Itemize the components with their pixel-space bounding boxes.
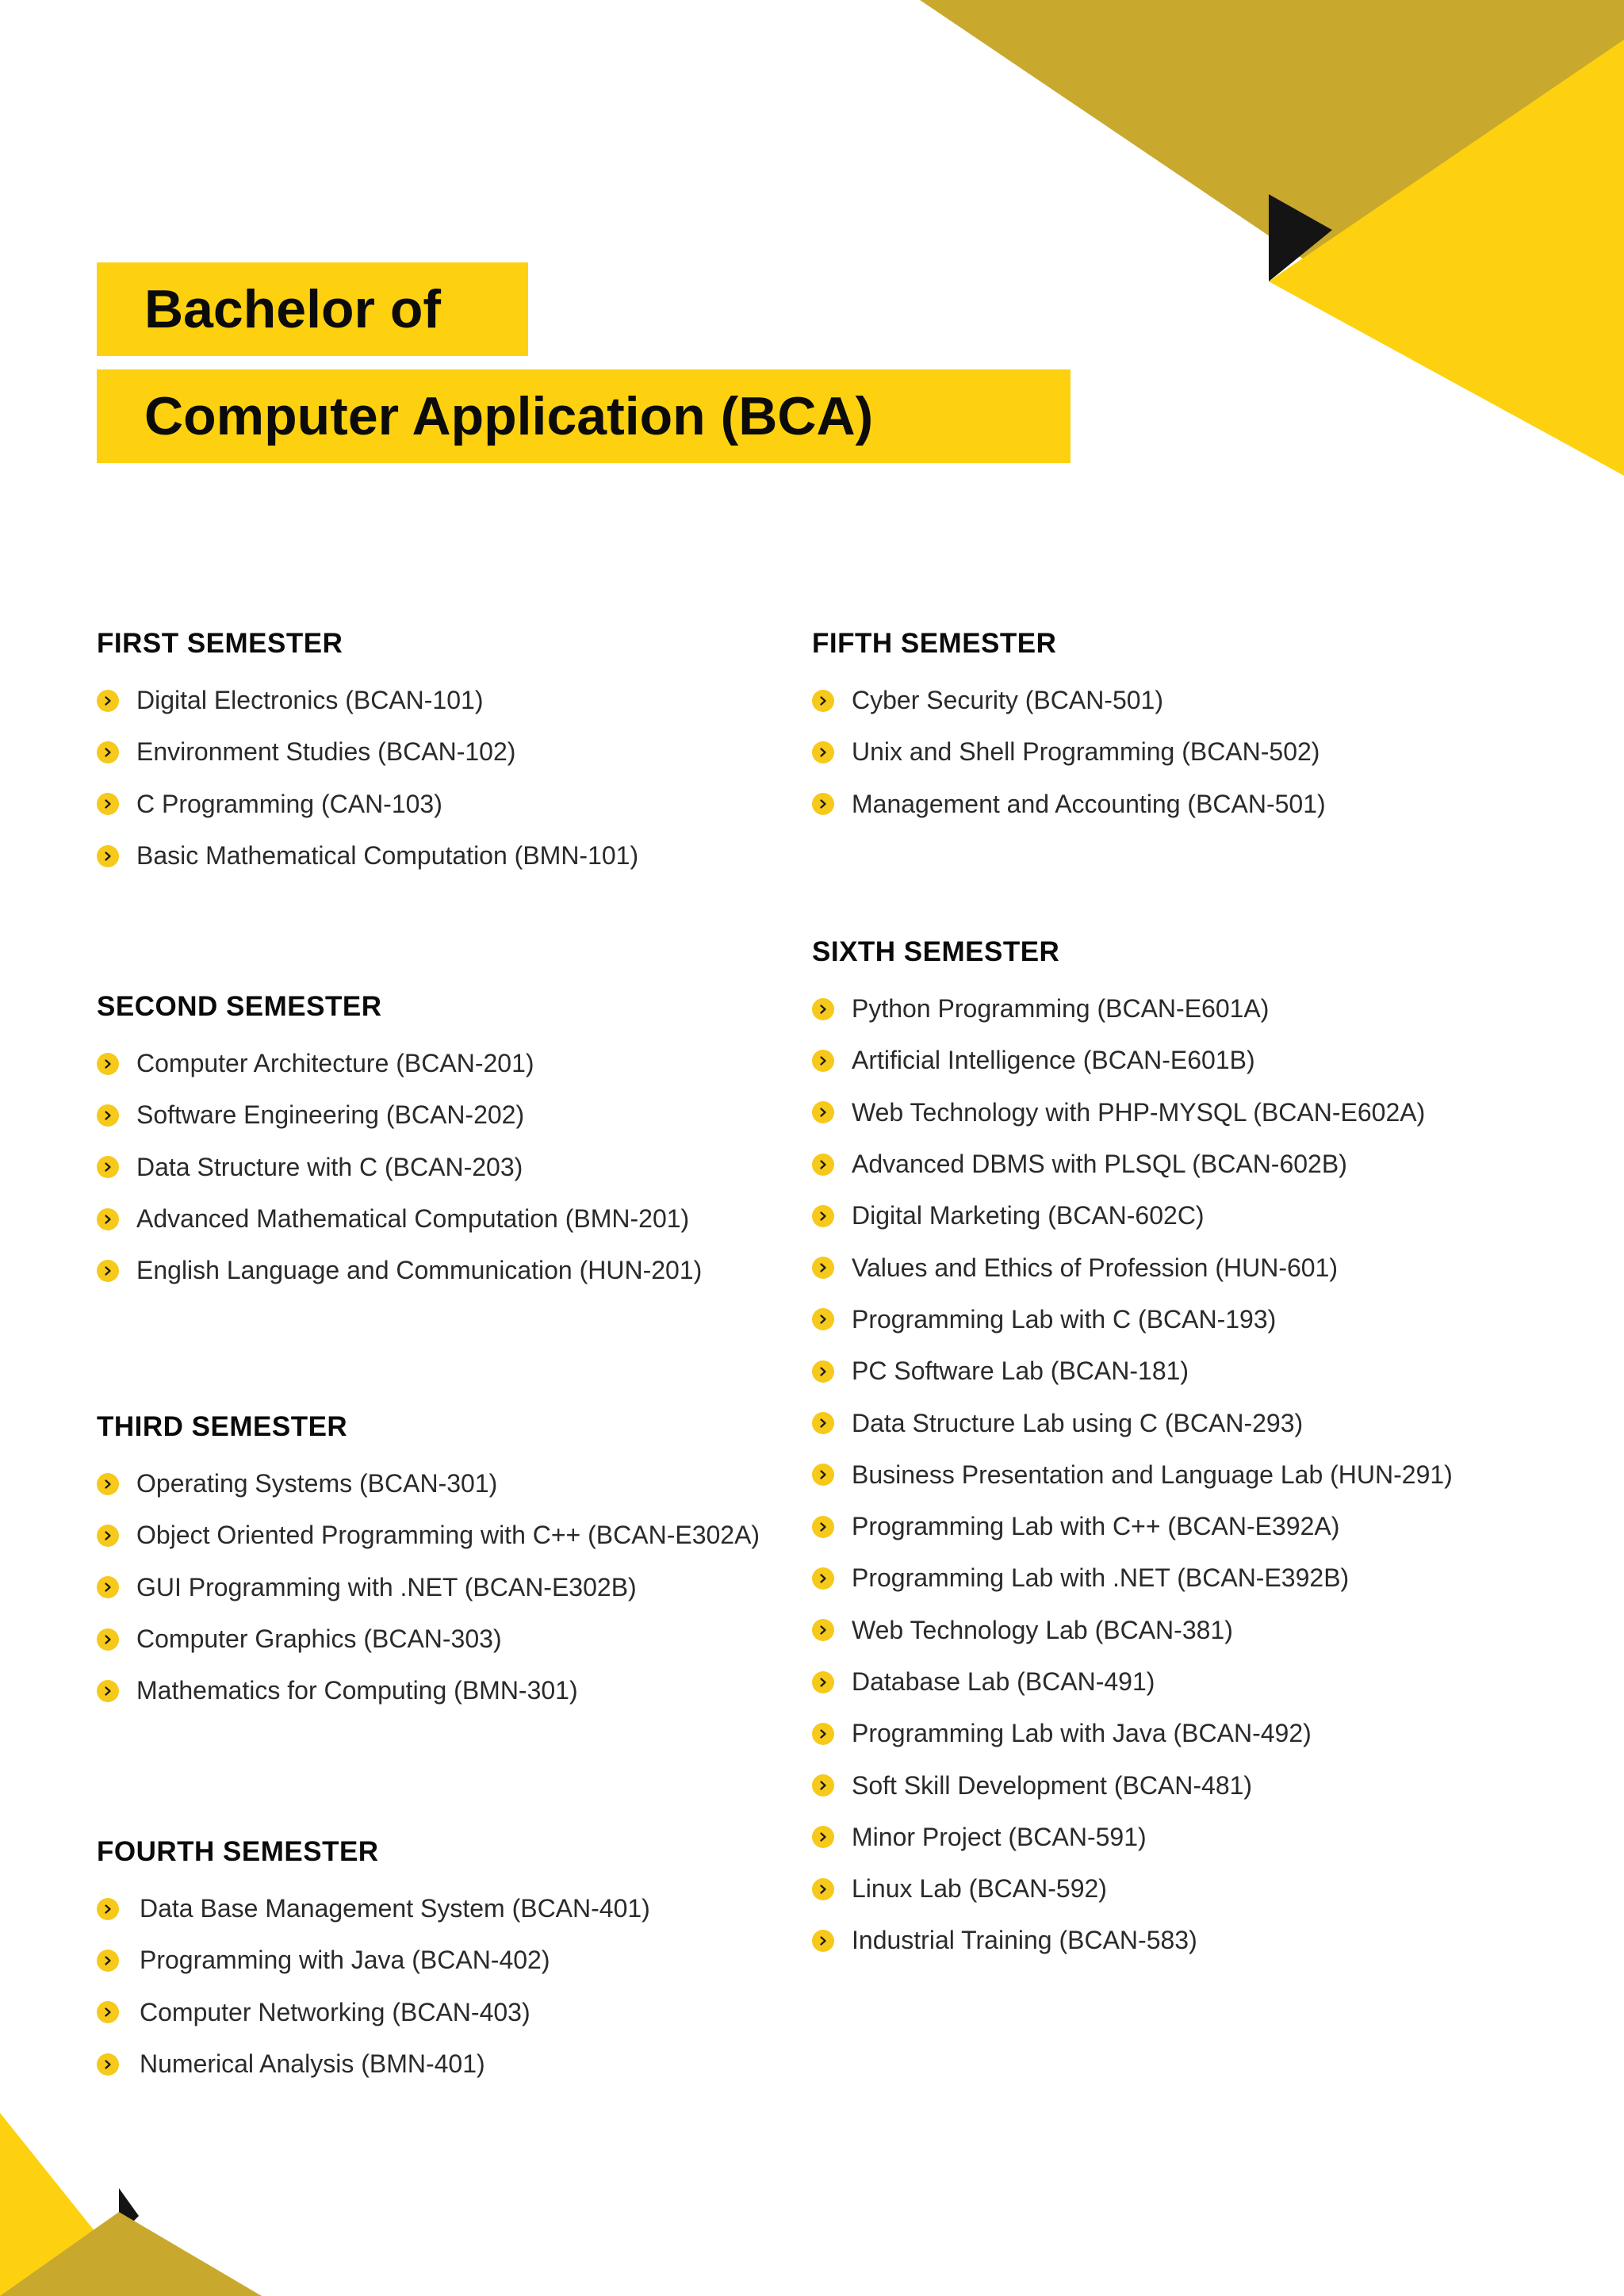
chevron-right-icon	[812, 1464, 834, 1486]
course-item	[97, 1193, 702, 1245]
chevron-right-icon	[812, 793, 834, 815]
course-item	[812, 1759, 1453, 1811]
chevron-right-icon	[812, 1257, 834, 1279]
course-name: Management and Accounting (BCAN-501)	[852, 789, 1326, 818]
course-item	[812, 1812, 1453, 1863]
chevron-right-icon	[812, 690, 834, 712]
course-name: C Programming (CAN-103)	[136, 789, 442, 818]
course-item	[97, 1245, 702, 1296]
course-item	[97, 1613, 760, 1665]
course-item	[97, 1934, 650, 1986]
title-line-1: Bachelor of	[97, 262, 528, 356]
bottom-left-triangles	[0, 2113, 262, 2296]
chevron-right-icon	[97, 741, 119, 763]
course-item	[812, 1087, 1453, 1138]
chevron-right-icon	[97, 793, 119, 815]
course-list	[97, 1458, 760, 1716]
course-item	[97, 1987, 650, 2038]
course-name: Advanced DBMS with PLSQL (BCAN-602B)	[852, 1150, 1347, 1179]
course-item	[97, 1562, 760, 1613]
course-name: Data Structure with C (BCAN-203)	[136, 1152, 523, 1181]
semester-heading: FOURTH SEMESTER	[97, 1836, 379, 1867]
course-name: Database Lab (BCAN-491)	[852, 1667, 1155, 1696]
course-name: Programming Lab with C++ (BCAN-E392A)	[852, 1512, 1340, 1541]
course-item	[812, 983, 1453, 1035]
chevron-right-icon	[812, 1050, 834, 1072]
course-name: Python Programming (BCAN-E601A)	[852, 994, 1270, 1024]
semester-heading: FIFTH SEMESTER	[812, 628, 1057, 659]
course-list	[812, 983, 1453, 1967]
course-item	[812, 1708, 1453, 1759]
chevron-right-icon	[812, 741, 834, 763]
course-item	[812, 726, 1326, 778]
course-item	[97, 1142, 702, 1193]
chevron-right-icon	[97, 1104, 119, 1127]
course-name: Unix and Shell Programming (BCAN-502)	[852, 737, 1320, 767]
course-name: Data Base Management System (BCAN-401)	[140, 1894, 650, 1923]
course-item	[97, 1665, 760, 1716]
course-name: Computer Networking (BCAN-403)	[140, 1997, 530, 2026]
course-name: Programming Lab with C (BCAN-193)	[852, 1304, 1277, 1334]
second-semester	[97, 987, 702, 1296]
course-list	[97, 1883, 650, 2090]
course-name: Basic Mathematical Computation (BMN-101)	[136, 841, 639, 871]
chevron-right-icon	[97, 2001, 119, 2023]
course-item	[812, 1397, 1453, 1448]
course-list	[97, 1038, 702, 1296]
chevron-right-icon	[97, 1156, 119, 1178]
chevron-right-icon	[97, 1525, 119, 1547]
course-name: Digital Marketing (BCAN-602C)	[852, 1201, 1205, 1230]
course-item	[812, 1242, 1453, 1293]
course-name: Business Presentation and Language Lab (HUN-291)	[852, 1460, 1453, 1489]
semester-heading: FIRST SEMESTER	[97, 628, 343, 659]
chevron-right-icon	[97, 1053, 119, 1075]
course-item	[97, 2038, 650, 2090]
chevron-right-icon	[97, 1576, 119, 1598]
chevron-right-icon	[812, 1826, 834, 1848]
chevron-right-icon	[97, 690, 119, 712]
chevron-right-icon	[812, 1619, 834, 1641]
course-name: Computer Graphics (BCAN-303)	[136, 1624, 502, 1654]
course-item	[97, 1458, 760, 1510]
course-item	[97, 1089, 702, 1141]
course-item	[97, 726, 638, 778]
course-name: Web Technology Lab (BCAN-381)	[852, 1615, 1233, 1644]
semester-heading: SIXTH SEMESTER	[812, 936, 1060, 967]
title-line-2: Computer Application (BCA)	[97, 369, 1071, 463]
fifth-semester	[812, 624, 1326, 830]
course-item	[812, 1656, 1453, 1708]
chevron-right-icon	[812, 1154, 834, 1176]
course-list	[812, 675, 1326, 830]
chevron-right-icon	[812, 1930, 834, 1952]
chevron-right-icon	[812, 1412, 834, 1434]
chevron-right-icon	[97, 845, 119, 867]
course-name: Digital Electronics (BCAN-101)	[136, 686, 484, 715]
course-name: Values and Ethics of Profession (HUN-601)	[852, 1253, 1339, 1282]
course-item	[97, 1883, 650, 1934]
course-name: Programming with Java (BCAN-402)	[140, 1946, 550, 1975]
chevron-right-icon	[812, 998, 834, 1020]
course-name: Soft Skill Development (BCAN-481)	[852, 1770, 1253, 1800]
first-semester	[97, 624, 638, 882]
course-item	[812, 1035, 1453, 1086]
third-semester	[97, 1407, 760, 1716]
course-item	[97, 1038, 702, 1089]
chevron-right-icon	[97, 1680, 119, 1702]
course-name: English Language and Communication (HUN-201)	[136, 1256, 703, 1285]
chevron-right-icon	[97, 1898, 119, 1920]
course-name: GUI Programming with .NET (BCAN-E302B)	[136, 1572, 637, 1601]
course-item	[812, 1501, 1453, 1552]
chevron-right-icon	[812, 1723, 834, 1745]
course-name: Linux Lab (BCAN-592)	[852, 1874, 1107, 1904]
chevron-right-icon	[812, 1774, 834, 1797]
semester-heading: SECOND SEMESTER	[97, 991, 382, 1022]
chevron-right-icon	[97, 1473, 119, 1495]
course-item	[812, 1449, 1453, 1501]
course-item	[812, 1915, 1453, 1966]
chevron-right-icon	[97, 1208, 119, 1230]
course-item	[97, 830, 638, 882]
course-name: Operating Systems (BCAN-301)	[136, 1469, 498, 1498]
course-item	[812, 1345, 1453, 1397]
course-item	[812, 1863, 1453, 1915]
course-item	[812, 1605, 1453, 1656]
chevron-right-icon	[812, 1567, 834, 1590]
course-name: Programming Lab with Java (BCAN-492)	[852, 1719, 1312, 1748]
chevron-right-icon	[812, 1360, 834, 1383]
course-item	[812, 1138, 1453, 1190]
course-name: Cyber Security (BCAN-501)	[852, 686, 1163, 715]
sixth-semester	[812, 932, 1453, 1967]
chevron-right-icon	[97, 1628, 119, 1651]
course-name: Environment Studies (BCAN-102)	[136, 737, 516, 767]
course-item	[812, 1552, 1453, 1604]
course-name: Minor Project (BCAN-591)	[852, 1822, 1147, 1851]
course-item	[97, 675, 638, 726]
course-item	[812, 1294, 1453, 1345]
course-name: Mathematics for Computing (BMN-301)	[136, 1676, 578, 1705]
course-name: Programming Lab with .NET (BCAN-E392B)	[852, 1563, 1350, 1593]
course-name: PC Software Lab (BCAN-181)	[852, 1357, 1189, 1386]
course-item	[97, 779, 638, 830]
chevron-right-icon	[97, 2053, 119, 2076]
chevron-right-icon	[812, 1308, 834, 1330]
course-item	[812, 675, 1326, 726]
chevron-right-icon	[812, 1878, 834, 1900]
course-name: Industrial Training (BCAN-583)	[852, 1926, 1197, 1955]
course-name: Computer Architecture (BCAN-201)	[136, 1049, 534, 1078]
course-item	[97, 1510, 760, 1561]
chevron-right-icon	[812, 1516, 834, 1538]
course-list	[97, 675, 638, 882]
course-item	[812, 1190, 1453, 1242]
course-name: Advanced Mathematical Computation (BMN-201)	[136, 1204, 690, 1234]
course-name: Data Structure Lab using C (BCAN-293)	[852, 1408, 1304, 1437]
fourth-semester	[97, 1832, 650, 2090]
course-name: Software Engineering (BCAN-202)	[136, 1100, 525, 1130]
course-name: Numerical Analysis (BMN-401)	[140, 2049, 485, 2079]
chevron-right-icon	[812, 1101, 834, 1123]
course-name: Web Technology with PHP-MYSQL (BCAN-E602A)	[852, 1097, 1426, 1127]
chevron-right-icon	[97, 1260, 119, 1282]
semester-heading: THIRD SEMESTER	[97, 1411, 348, 1442]
chevron-right-icon	[812, 1671, 834, 1693]
chevron-right-icon	[812, 1205, 834, 1227]
course-name: Artificial Intelligence (BCAN-E601B)	[852, 1046, 1255, 1075]
course-name: Object Oriented Programming with C++ (BCAN-E302A)	[136, 1521, 760, 1550]
course-item	[812, 779, 1326, 830]
chevron-right-icon	[97, 1950, 119, 1972]
